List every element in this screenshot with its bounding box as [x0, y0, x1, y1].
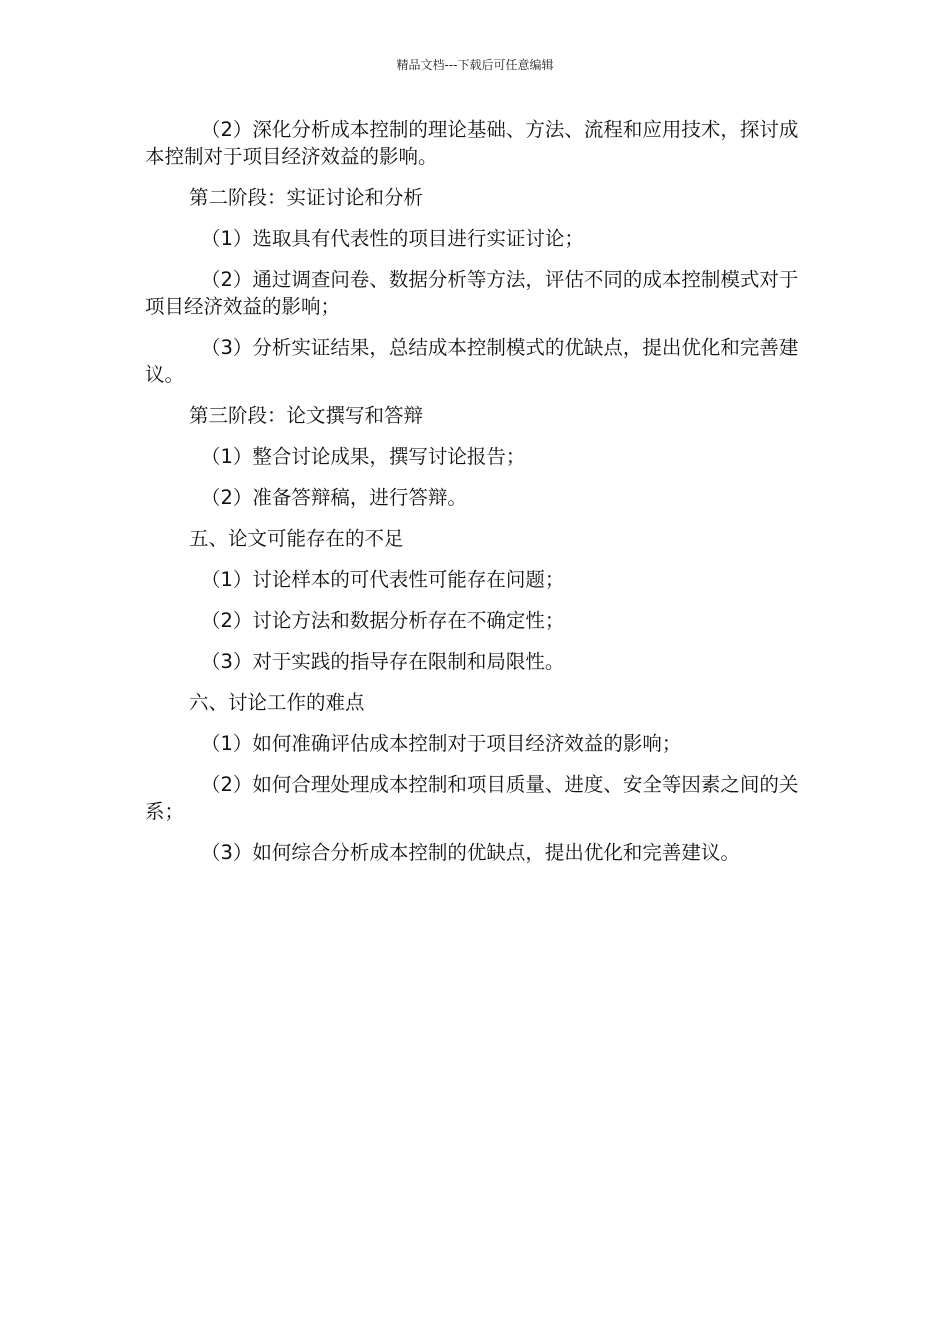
paragraph: （3）对于实践的指导存在限制和局限性。 — [201, 650, 565, 673]
paragraph: （2）讨论方法和数据分析存在不确定性； — [201, 609, 565, 632]
section-heading: 五、论文可能存在的不足 — [189, 527, 404, 550]
paragraph: （2）准备答辩稿，进行答辩。 — [201, 486, 467, 509]
document-body — [145, 116, 807, 866]
paragraph: （1）整合讨论成果，撰写讨论报告； — [201, 445, 526, 468]
paragraph: （2）通过调查问卷、数据分析等方法，评估不同的成本控制模式对于项目经济效益的影响； — [145, 268, 799, 318]
paragraph: （1）如何准确评估成本控制对于项目经济效益的影响； — [201, 732, 682, 755]
paragraph: （3）分析实证结果，总结成本控制模式的优缺点，提出优化和完善建议。 — [145, 336, 799, 386]
paragraph: （3）如何综合分析成本控制的优缺点，提出优化和完善建议。 — [201, 841, 740, 864]
paragraph: （1）讨论样本的可代表性可能存在问题； — [201, 568, 565, 591]
section-heading: 第三阶段：论文撰写和答辩 — [189, 404, 424, 427]
paragraph: （2）深化分析成本控制的理论基础、方法、流程和应用技术，探讨成本控制对于项目经济效益的影响。 — [145, 118, 799, 168]
page-header: 精品文档---下载后可任意编辑 — [396, 58, 554, 72]
section-heading: 六、讨论工作的难点 — [189, 691, 365, 714]
paragraph: （1）选取具有代表性的项目进行实证讨论； — [201, 227, 584, 250]
paragraph: （2）如何合理处理成本控制和项目质量、进度、安全等因素之间的关系； — [145, 773, 799, 823]
section-heading: 第二阶段：实证讨论和分析 — [189, 186, 424, 209]
